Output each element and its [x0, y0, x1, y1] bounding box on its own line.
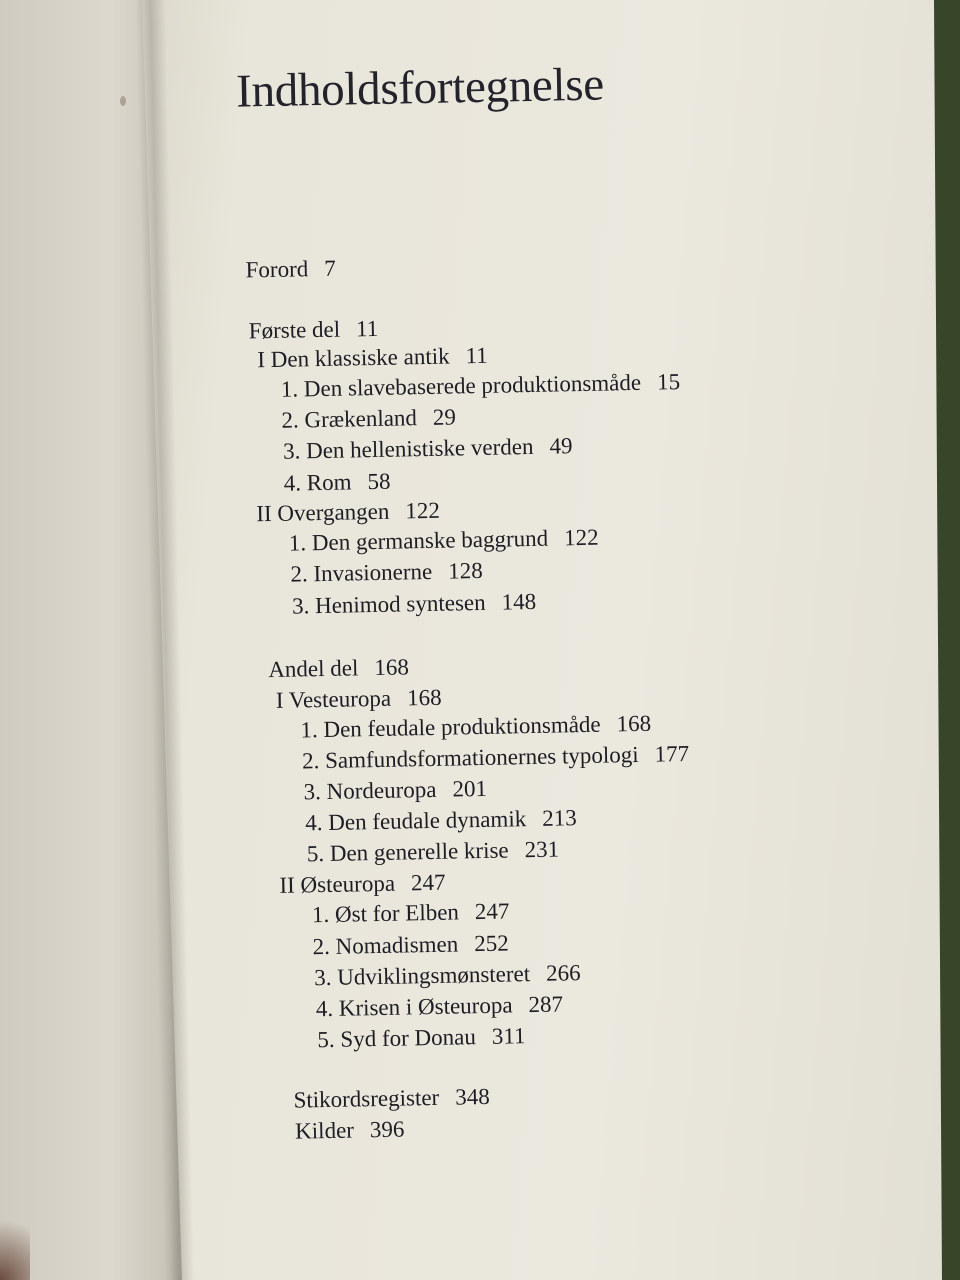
- toc-entry-label: 1. Øst for Elben: [311, 899, 460, 928]
- toc-entry-label: 2. Nomadismen: [312, 931, 459, 960]
- toc-entry-page: 15: [656, 369, 681, 395]
- page-title: Indholdsfortegnelse: [235, 58, 605, 118]
- toc-entry-label: 3. Henimod syntesen: [291, 589, 486, 619]
- toc-entry-label: 2. Invasionerne: [290, 558, 433, 587]
- toc-entry-label: 4. Den feudale dynamik: [305, 806, 527, 836]
- toc-entry: [303, 775, 487, 807]
- toc-entry: [300, 710, 651, 745]
- toc-entry: [289, 524, 599, 558]
- toc-entry-page: 311: [491, 1023, 526, 1049]
- toc-entry-label: 1. Den germanske baggrund: [288, 525, 549, 556]
- toc-entry-label: 3. Udviklingsmønsteret: [313, 961, 531, 991]
- toc-entry-label: II Østeuropa: [279, 870, 396, 898]
- toc-entry-page: 287: [528, 991, 564, 1018]
- toc-entry-label: I Den klassiske antik: [257, 343, 450, 373]
- toc-entry: [256, 497, 440, 529]
- toc-entry-page: 148: [501, 588, 537, 615]
- toc-entry-label: 4. Rom: [283, 469, 352, 496]
- toc-entry-label: II Overgangen: [256, 498, 390, 527]
- toc-entry: [295, 1116, 405, 1146]
- toc-entry: [314, 959, 581, 992]
- toc-entry: [281, 368, 681, 404]
- toc-entry-page: 201: [452, 775, 488, 802]
- toc-entry-page: 11: [355, 315, 379, 342]
- toc-entry-page: 128: [447, 557, 483, 584]
- toc-entry: [249, 315, 379, 345]
- toc-entry: [292, 588, 537, 621]
- toc-entry-label: 2. Samfundsformationernes typologi: [301, 741, 639, 774]
- toc-entry-page: 11: [465, 342, 488, 369]
- toc-entry: [283, 432, 573, 466]
- toc-entry: [257, 342, 488, 374]
- toc-entry-label: Andel del: [268, 655, 359, 683]
- toc-entry-label: 1. Den slavebaserede produktionsmåde: [280, 369, 642, 402]
- toc-entry-label: Kilder: [294, 1117, 355, 1144]
- toc-entry-label: 5. Syd for Donau: [317, 1024, 477, 1053]
- toc-entry-page: 247: [410, 869, 446, 896]
- toc-entry-page: 177: [654, 741, 690, 767]
- toc-entry-label: 1. Den feudale produktionsmåde: [300, 711, 601, 743]
- toc-entry: [307, 836, 560, 869]
- toc-entry-page: 7: [323, 255, 336, 281]
- toc-entry-page: 168: [616, 710, 652, 737]
- toc-entry-page: 168: [374, 654, 410, 681]
- toc-entry-page: 122: [405, 497, 441, 524]
- toc-entry-page: 252: [474, 930, 509, 957]
- toc-entry: [312, 897, 510, 929]
- toc-entry: [302, 740, 690, 775]
- toc-entry-page: 348: [454, 1083, 490, 1110]
- toc-entry: [290, 557, 483, 589]
- toc-entry-label: 2. Grækenland: [281, 405, 418, 433]
- toc-entry-page: 247: [474, 898, 510, 925]
- toc-entry: [268, 653, 409, 684]
- toc-entry-page: 231: [524, 836, 560, 863]
- toc-entry: [279, 869, 446, 900]
- toc-entry-page: 168: [406, 684, 442, 711]
- toc-entry: [312, 930, 509, 962]
- toc-entry-label: Første del: [248, 316, 341, 344]
- toc-entry: [317, 1022, 526, 1054]
- toc-entry: [276, 684, 442, 715]
- toc-entry-label: Stikordsregister: [293, 1084, 440, 1113]
- toc-entry-label: 5. Den generelle krise: [306, 837, 509, 867]
- toc-entry-page: 58: [367, 468, 391, 495]
- toc-entry: [305, 804, 577, 837]
- toc-entry-page: 213: [541, 805, 577, 831]
- toc-entry-label: 3. Nordeuropa: [303, 776, 437, 805]
- toc-entry: [245, 255, 336, 285]
- toc-entry-label: Forord: [245, 256, 309, 283]
- toc-entry-page: 266: [545, 960, 581, 986]
- toc-entry: [283, 468, 390, 498]
- toc-entry-page: 396: [369, 1116, 405, 1143]
- toc-entry-label: 3. Den hellenistiske verden: [282, 433, 534, 464]
- toc-entry-label: 4. Krisen i Østeuropa: [315, 992, 513, 1022]
- toc-entry-label: I Vesteuropa: [275, 685, 392, 713]
- toc-entry-page: 29: [432, 404, 457, 430]
- toc-entry: [293, 1083, 490, 1115]
- toc-entry-page: 122: [563, 524, 599, 551]
- toc-entry: [316, 990, 564, 1023]
- toc-entry-page: 49: [549, 433, 573, 459]
- toc-entry: [281, 403, 456, 434]
